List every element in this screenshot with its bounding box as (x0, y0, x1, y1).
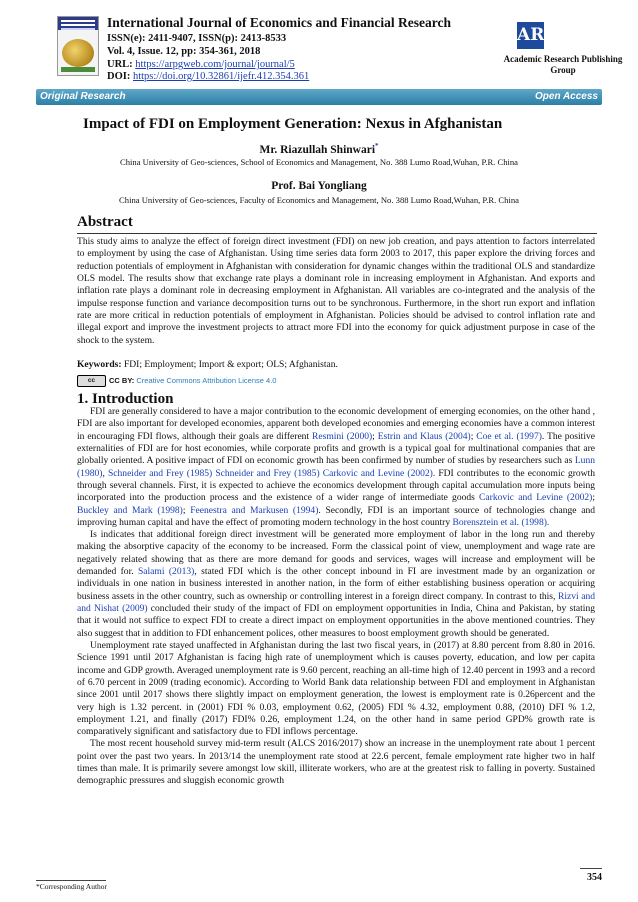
corresponding-mark[interactable]: * (375, 142, 379, 150)
intro-paragraph-1: FDI are generally considered to have a major contribution to the economic development of emerging economies, on the other hand , FDI are also important for developed economies, apparent both developed economies and emerging economies have a common interest in encouraging FDI flows, although their goals are different Resmini (2000); Estrin and Klaus (2004); Coe et al. (1997). The positive externalities of FDI are for host economies, while corporate profits and growth is a typical goal for multinational companies that are globally oriented. A positive impact of FDI on economic growth has been confirmed by number of studies by researchers such as Lunn (1980), Schneider and Frey (1985) Schneider and Frey (1985) Carkovic and Levine (2002). FDI contributes to the economic growth through several channels. First, it is expected to achieve the economics development through capital accumulation more inputs being incorporated into the production process and the existence of a wider range of intermediate goods Carkovic and Levine (2002); Buckley and Mark (1998); Feenestra and Markusen (1994). Secondly, FDI is an important source of technologies change and improving human capital and have the effect of promoting modern technology in the host country Borensztein et al. (1998). (77, 406, 596, 528)
footnote-rule (36, 880, 106, 881)
corresponding-author-note: *Corresponding Author (36, 882, 108, 891)
journal-doi: DOI: https://doi.org/10.32861/ijefr.412.354.361 (107, 71, 310, 82)
page-number-rule (580, 868, 602, 869)
intro-paragraph-3: Unemployment rate stayed unaffected in Afghanistan during the last two fiscal years, in (2017) at 8.80 percent from 8.80 in 2016. Science 1991 until 2017 Afghanistan is facing high rate of unemployment which is causes poverty, education, and low per capita income and GDP growth. Averaged unemployment rate is 9.60 percent, reaching an all-time high of 12.40 percent in 1993 and a record of 6.70 percent in 2009 (trading economic). According to World Bank data relationship between FDI and employment in Afghanistan since 2001 until 2017 shows there slightly impact on employment generation, the lowest is employment rate is 0.26percent and the very high is 1.32 percent. in (2001) FDI % 0.03, employment 0.62, (2005) FDI % 4.32, employment 0.88, (2010) DFI % 1.2, employment 1.21, and finally (2017) FDI% 0.26, employment 1.24, on the other hand in same period GPD% growth rate is comparatively significant and satisfactory due to FDI inflows percentage. (77, 639, 595, 738)
citation[interactable]: Coe et al. (1997) (476, 430, 542, 442)
journal-url-link[interactable]: https://arpgweb.com/journal/journal/5 (135, 59, 295, 70)
journal-title: International Journal of Economics and Financial Research (107, 15, 452, 30)
article-title: Impact of FDI on Employment Generation: Nexus in Afghanistan (83, 116, 503, 132)
citation[interactable]: Carkovic and Levine (2002) (479, 492, 593, 504)
abstract-text: This study aims to analyze the effect of foreign direct investment (FDI) on new job creation, and pays attention to factors interrelated to employment by using the case of Afghanistan. Using time series data form 2003 to 2017, this paper explore the driving forces and reduction potentials of employment in Afghanistan with consideration for dynamic changes within the traditional OLS and standardize OLS model. The results show that exchange rate plays a dominant role in increasing employment in Afghanistan. And exports and inflation rate plays a dominant role in decreasing employment in Afghanistan. All variables are co-integrated and the analysis of the impulse response function and variance decomposition turns out to be synchronous. Furthermore, in the short run export and inflation rate are more critical in reduction potentials of employment in Afghanistan. Policies should be advised to control inflation rate and illegal export and improve the investment projects to attract more FDI into the economy for quick adjustment purpose in case of the shock to the system. (77, 236, 595, 346)
page-number: 354 (587, 872, 602, 883)
introduction-body (77, 406, 595, 788)
license-line: cc CC BY: Creative Commons Attribution License 4.0 (77, 375, 276, 387)
citation[interactable]: Rizvi and and Nishat (2009) (77, 590, 595, 614)
author-1: Mr. Riazullah Shinwari* (259, 142, 379, 156)
citation[interactable]: Schneider and Frey (1985) Schneider and Frey (1985) Carkovic and Levine (2002). (107, 467, 436, 479)
journal-url: URL: https://arpgweb.com/journal/journal/5 (107, 59, 295, 70)
author-2: Prof. Bai Yongliang (271, 180, 367, 192)
journal-doi-link[interactable]: https://doi.org/10.32861/ijefr.412.354.361 (132, 71, 310, 82)
cc-license-icon: cc (77, 375, 106, 387)
journal-issn: ISSN(e): 2411-9407, ISSN(p): 2413-8533 (107, 33, 287, 44)
citation[interactable]: Estrin and Klaus (2004) (377, 430, 471, 442)
citation[interactable]: Borensztein et al. (1998). (452, 516, 550, 528)
citation[interactable]: Resmini (2000) (312, 430, 373, 442)
open-access-label: Open Access (535, 91, 598, 102)
publisher-logo-icon: AR (517, 22, 544, 49)
abstract-heading: Abstract (77, 214, 133, 230)
abstract-rule (77, 233, 597, 234)
intro-paragraph-4: The most recent household survey mid-term result (ALCS 2016/2017) show an increase in the unemployment rate about 1 percent point over the past two years. In 2013/14 the unemployment rate stood at 22.6 percent, female employment rate higher two in half times than male. It is primarily severe amongst low skill, illiterate workers, who are at the greatest risk to falling in poverty. Sustained demographic pressures and sluggish economic growth (77, 738, 595, 787)
publisher-name: Academic Research Publishing Group (503, 54, 623, 75)
citation[interactable]: Salami (2013) (137, 566, 195, 578)
keywords: Keywords: FDI; Employment; Import & export; OLS; Afghanistan. (77, 359, 338, 370)
journal-header (57, 14, 623, 82)
citation[interactable]: Lunn (1980) (77, 455, 595, 479)
citation[interactable]: Feenestra and Markusen (1994) (190, 504, 319, 516)
license-link[interactable]: Creative Commons Attribution License 4.0 (136, 376, 277, 385)
journal-volume: Vol. 4, Issue. 12, pp: 354-361, 2018 (107, 46, 261, 57)
introduction-heading: 1. Introduction (77, 391, 174, 407)
citation[interactable]: Buckley and Mark (1998) (77, 504, 183, 516)
article-type-banner (36, 89, 602, 105)
journal-cover-image (57, 16, 99, 76)
intro-paragraph-2: Is indicates that additional foreign direct investment will be generated more employment of labor in the long run and thereby making the absorptive capacity of the economy to be increased. Form the classical point of view, unemployment and wage rate are negatively related showing that as there are more demand for goods and services, wages will increase and employment will be demanded for. Salami (2013), stated FDI which is the other concept inbound in FI are investment made by an organization or individuals in one nation in business interested in another nation, in the form of either establishing business operation or acquiring business assets in the other country, such as ownership or controlling interest in a foreign direct company. In contrast to this, Rizvi and and Nishat (2009) concluded their study of the impact of FDI on employment opportunities in India, China and Pakistan, by stating that it would not suffice to expect FDI to create a direct impact on employment opportunities in the above mentioned countries. They also suggest that in addition to FDI enhancement polices, other measures to boost employment growth should be generated. (77, 529, 595, 639)
affiliation-2: China University of Geo-sciences, Faculty of Economics and Management, No. 388 Lumo Road,Wuhan, P.R. China (119, 195, 519, 205)
original-research-label: Original Research (40, 91, 126, 102)
affiliation-1: China University of Geo-sciences, School of Economics and Management, No. 388 Lumo Road,Wuhan, P.R. China (120, 157, 518, 167)
